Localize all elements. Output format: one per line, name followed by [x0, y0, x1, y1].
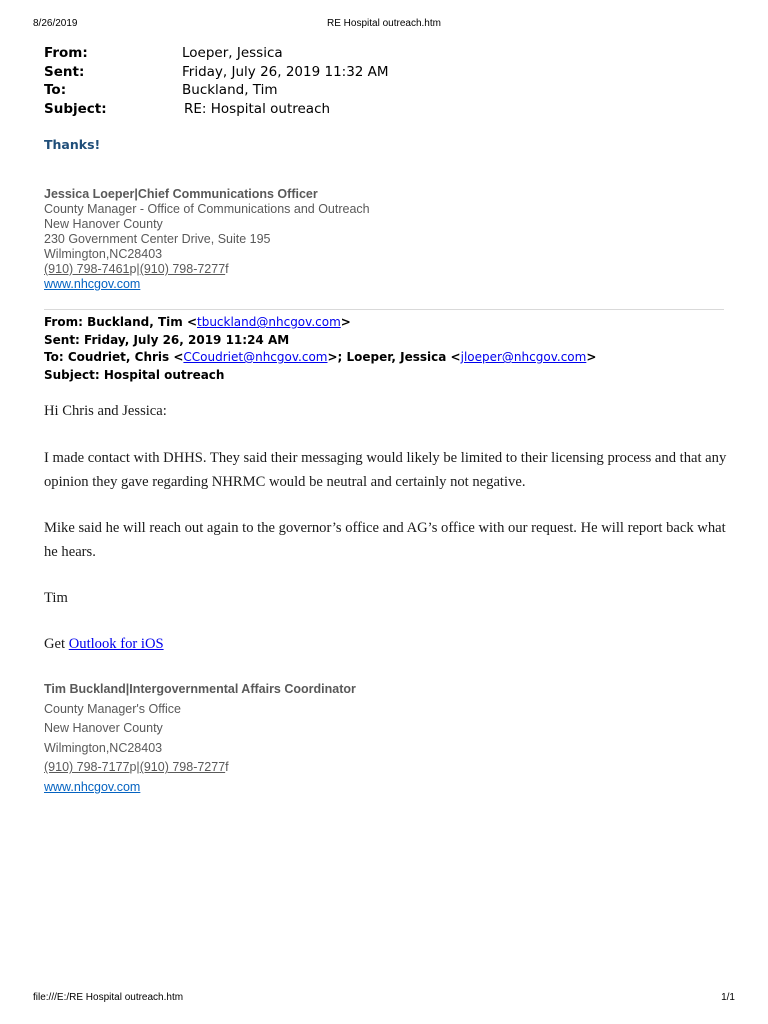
to-label: To: [44, 82, 67, 99]
signature-city: Wilmington,NC28403 [44, 247, 163, 261]
email-to-row [44, 81, 644, 100]
signature-jessica [44, 187, 370, 292]
signature-org: New Hanover County [44, 217, 163, 231]
signature-name-line [44, 187, 370, 202]
message-divider [44, 309, 724, 310]
print-footer [33, 992, 735, 1006]
email-header [44, 44, 644, 118]
signature-phones: (910) 798-7461p|(910) 798-7277f [44, 262, 229, 276]
sent-label: Sent: [44, 63, 85, 80]
from-label: From: [44, 45, 88, 62]
website-link[interactable]: www.nhcgov.com [44, 779, 141, 794]
signature-name: Tim Buckland [44, 682, 126, 696]
outlook-ios-link[interactable]: Outlook for iOS [68, 636, 164, 652]
fwd-to-email1-link[interactable]: CCoudriet@nhcgov.com [183, 350, 328, 364]
body-closing: Tim [44, 590, 68, 606]
subject-value: RE: Hospital outreach [184, 100, 331, 117]
print-header [33, 18, 735, 32]
fwd-from-email-link[interactable]: tbuckland@nhcgov.com [197, 315, 341, 329]
signature-address: 230 Government Center Drive, Suite 195 [44, 232, 271, 246]
phone-link[interactable]: (910) 798-7461 [44, 262, 130, 276]
email-subject-row [44, 100, 644, 119]
sent-value: Friday, July 26, 2019 11:32 AM [182, 63, 389, 80]
print-title: RE Hospital outreach.htm [327, 18, 441, 29]
from-value: Loeper, Jessica [182, 45, 283, 62]
body-greeting: Hi Chris and Jessica: [44, 403, 167, 419]
signature-separator: | [125, 682, 130, 696]
print-path: file:///E:/RE Hospital outreach.htm [33, 992, 184, 1003]
print-page-number: 1/1 [721, 992, 735, 1003]
signature-name-line [44, 680, 356, 700]
email-from-row [44, 44, 644, 63]
phone-link[interactable]: (910) 798-7177 [44, 760, 130, 775]
to-value: Buckland, Tim [182, 82, 278, 99]
print-date: 8/26/2019 [33, 18, 78, 29]
subject-label: Subject: [44, 100, 107, 117]
signature-city: Wilmington,NC28403 [44, 740, 163, 755]
signature-dept: County Manager - Office of Communications and Outreach [44, 202, 370, 216]
signature-website [44, 778, 356, 798]
body-paragraph-1: I made contact with DHHS. They said their messaging would likely be limited to their licensing process and that any opinion they gave regarding NHRMC would be neutral and certainly not negative. [44, 450, 727, 490]
email-body-thanks: Thanks! [44, 137, 101, 152]
website-link[interactable]: www.nhcgov.com [44, 277, 141, 291]
fwd-to-email2-link[interactable]: jloeper@nhcgov.com [460, 350, 587, 364]
signature-phones: (910) 798-7177p|(910) 798-7277f [44, 760, 229, 775]
signature-title: Intergovernmental Affairs Coordinator [129, 682, 356, 696]
fax-link[interactable]: (910) 798-7277 [139, 262, 226, 276]
signature-org: New Hanover County [44, 721, 163, 736]
signature-title: Chief Communications Officer [137, 187, 318, 201]
fwd-sent-row: Sent: Friday, July 26, 2019 11:24 AM [44, 332, 290, 347]
body-paragraph-2: Mike said he will reach out again to the governor’s office and AG’s office with our request. He will report back what he hears. [44, 520, 726, 560]
forwarded-header [44, 314, 596, 384]
email-sent-row [44, 63, 644, 82]
signature-tim [44, 680, 356, 798]
signature-name: Jessica Loeper [44, 187, 135, 201]
signature-dept: County Manager's Office [44, 701, 181, 716]
signature-separator: | [134, 187, 138, 201]
fwd-subject-row: Subject: Hospital outreach [44, 367, 225, 382]
fwd-from-row: From: Buckland, Tim <tbuckland@nhcgov.com> [44, 315, 351, 329]
fwd-to-row: To: Coudriet, Chris <CCoudriet@nhcgov.com>; Loeper, Jessica <jloeper@nhcgov.com> [44, 350, 597, 364]
body-get-outlook: Get Outlook for iOS [44, 636, 164, 652]
signature-website [44, 277, 370, 292]
fax-link[interactable]: (910) 798-7277 [139, 760, 226, 775]
